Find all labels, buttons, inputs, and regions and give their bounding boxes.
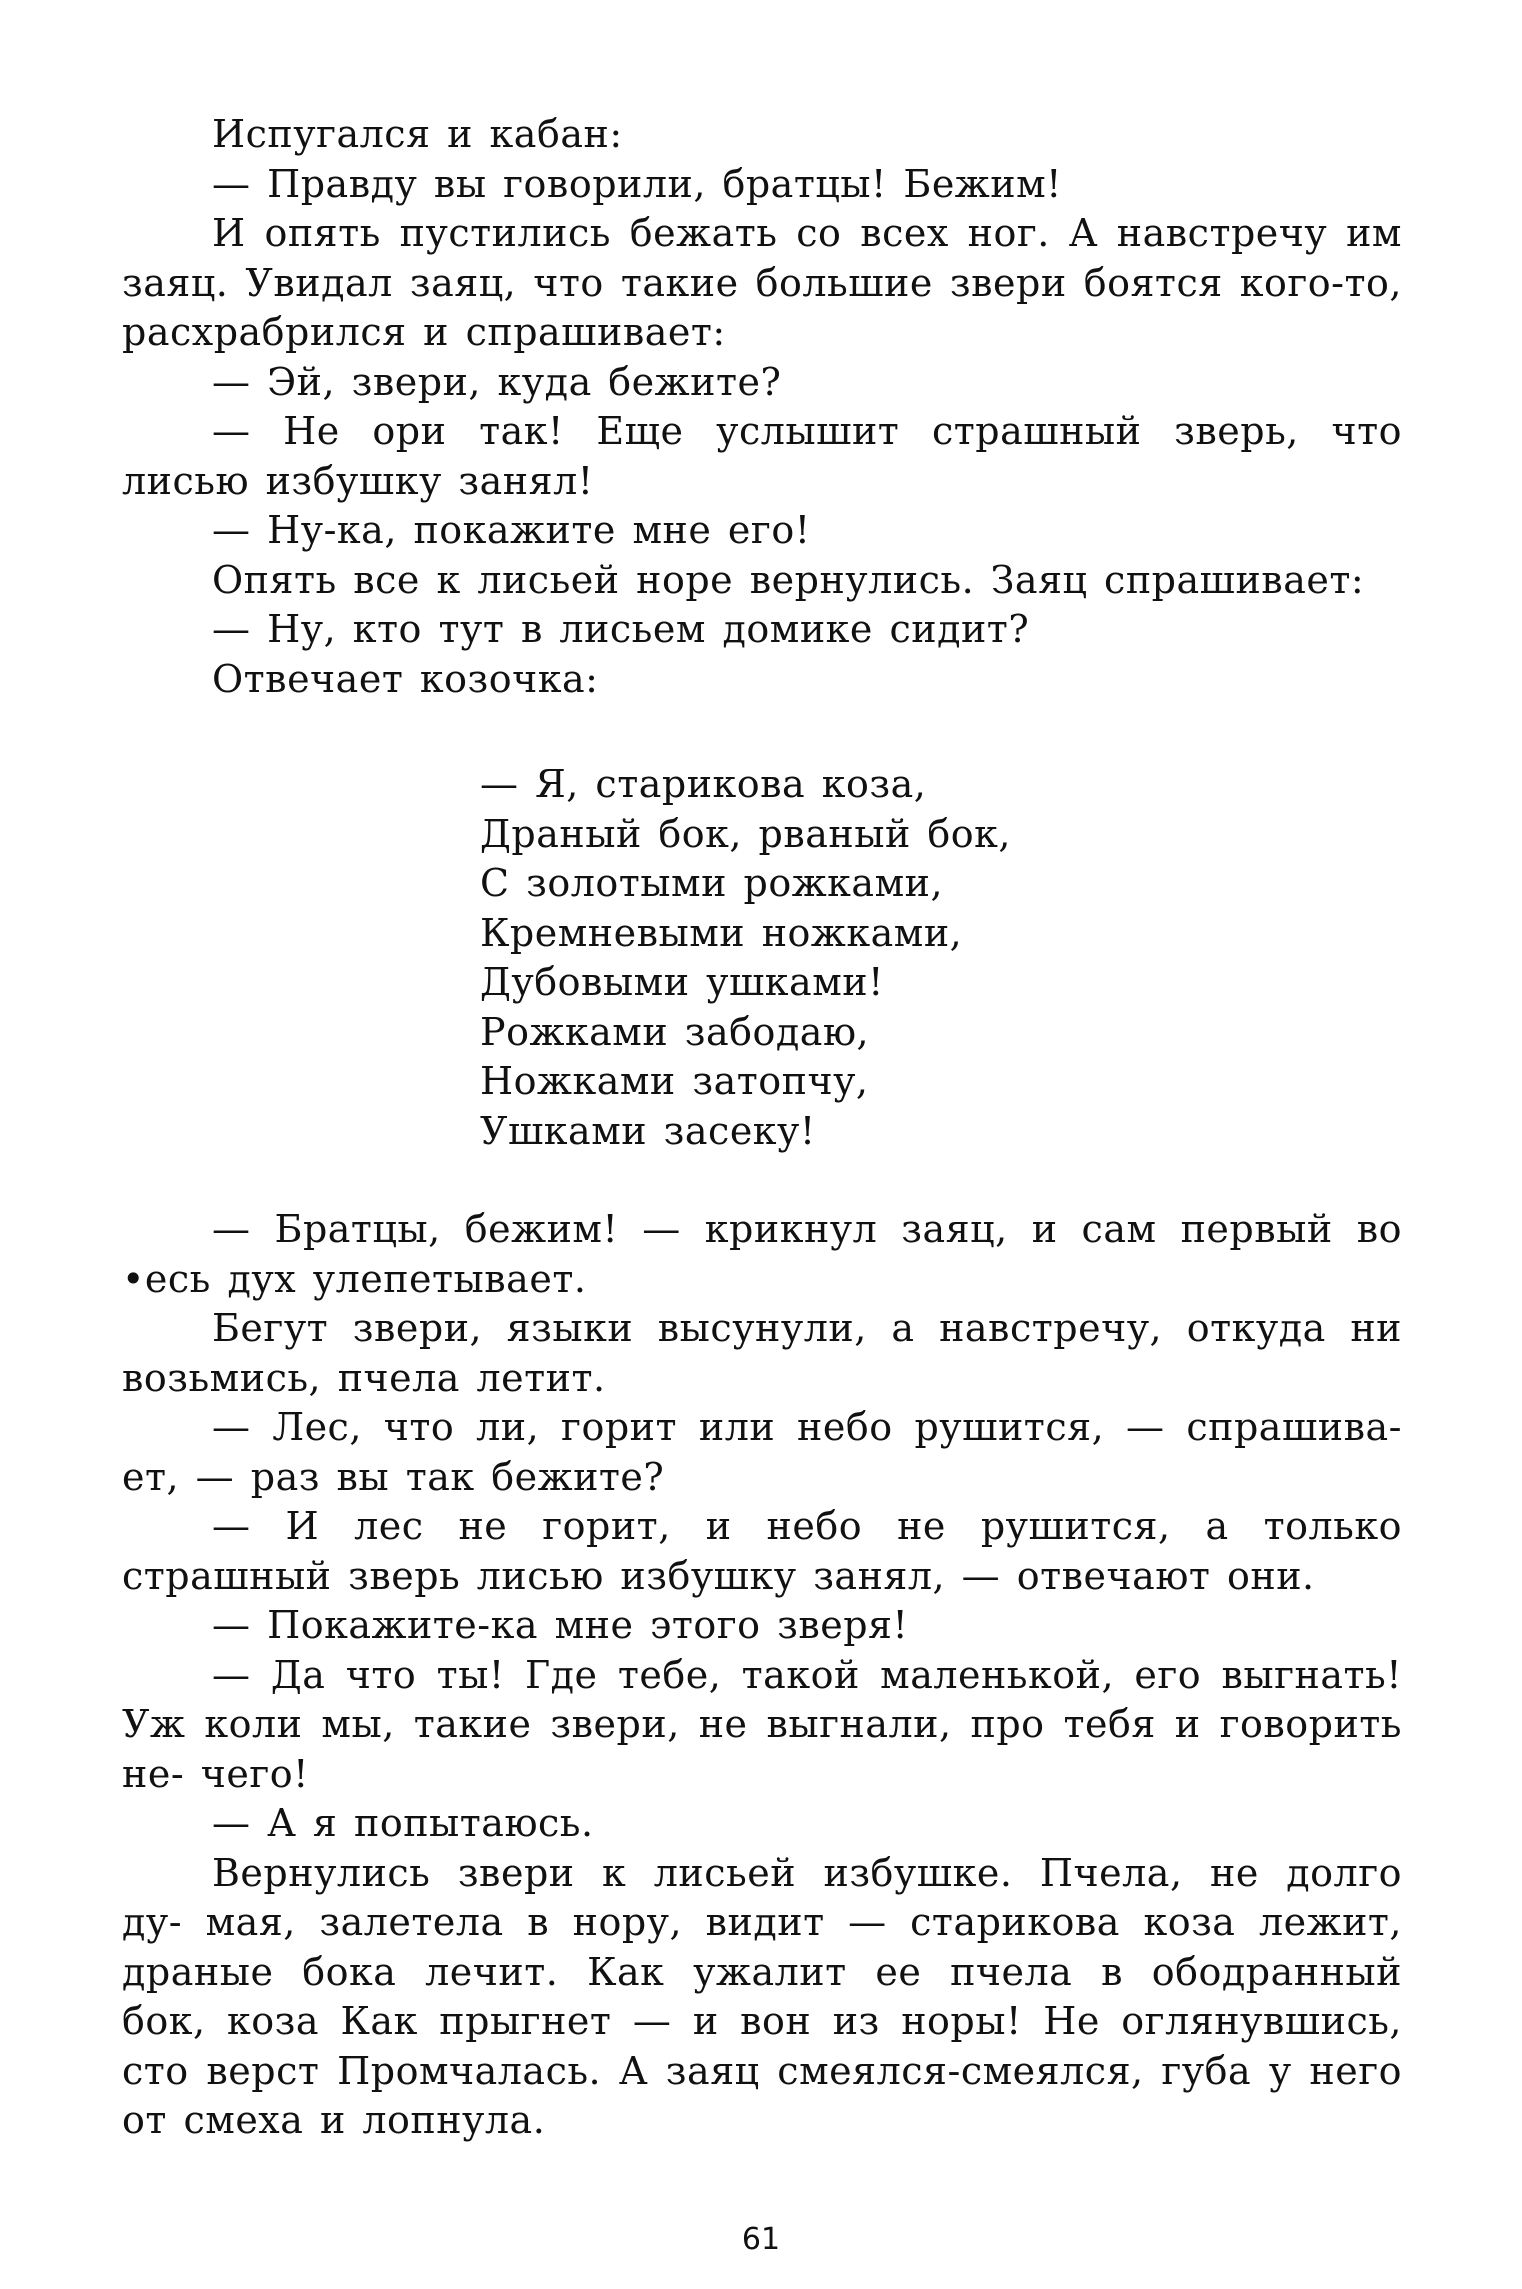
page-number: 61 <box>741 2222 781 2257</box>
paragraph: — Ну-ка, покажите мне его! <box>212 508 811 552</box>
poem-verse <box>480 760 1180 1156</box>
paragraph: — Лес, что ли, горит или небо рушится, — спрашива- ет, — раз вы так бежите? <box>122 1405 1402 1499</box>
poem-line: — Я, старикова коза, <box>480 762 927 806</box>
paragraph: — Братцы, бежим! — крикнул заяц, и сам первый во •есь дух улепетывает. <box>122 1207 1402 1301</box>
paragraph: Опять все к лисьей норе вернулись. Заяц спрашивает: <box>212 557 1365 602</box>
poem-line: Кремневыми ножками, <box>480 910 963 955</box>
poem-line: С золотыми рожками, <box>480 861 944 905</box>
paragraph: — Да что ты! Где тебе, такой маленькой, его выгнать! Уж коли мы, такие звери, не выгнали, про тебя и говорить не- чего! <box>122 1652 1402 1796</box>
paragraph: — Эй, звери, куда бежите? <box>212 359 782 404</box>
paragraph: — Правду вы говорили, братцы! Бежим! <box>212 161 1062 206</box>
text-block-bottom <box>122 1205 1402 2146</box>
paragraph: Отвечает козочка: <box>212 656 599 701</box>
paragraph: — Ну, кто тут в лисьем домике сидит? <box>212 607 1030 651</box>
paragraph: — Покажите-ка мне этого зверя! <box>212 1603 909 1647</box>
paragraph: И опять пустились бежать со всех ног. А навстречу им заяц. Увидал заяц, что такие большие звери боятся кого-то, расхрабрился и спрашивает: <box>122 211 1402 354</box>
paragraph: — И лес не горит, и небо не рушится, а только страшный зверь лисью избушку занял, — отвечают они. <box>122 1504 1402 1598</box>
paragraph: — А я попытаюсь. <box>212 1801 594 1845</box>
paragraph: Бегут звери, языки высунули, а навстречу, откуда ни возьмись, пчела летит. <box>122 1306 1402 1400</box>
paragraph: Вернулись звери к лисьей избушке. Пчела, не долго ду- мая, залетела в нору, видит — старикова коза лежит, драные бока лечит. Как ужалит ее пчела в ободранный бок, коза Как прыгнет — и вон из норы! Не оглянувшись, сто верст Промчалась. А заяц смеялся-смеялся, губа у него от смеха и лопнула. <box>122 1850 1402 2142</box>
paragraph: — Не ори так! Еще услышит страшный зверь, что лисью избушку занял! <box>122 409 1402 503</box>
poem-line: Ножками затопчу, <box>480 1059 869 1103</box>
text-block-top <box>122 110 1402 704</box>
poem-line: Драный бок, рваный бок, <box>480 811 1011 856</box>
poem-line: Рожками забодаю, <box>480 1009 870 1054</box>
poem-line: Дубовыми ушками! <box>480 960 884 1004</box>
poem-line: Ушками засеку! <box>480 1108 816 1153</box>
paragraph: Испугался и кабан: <box>212 112 623 156</box>
